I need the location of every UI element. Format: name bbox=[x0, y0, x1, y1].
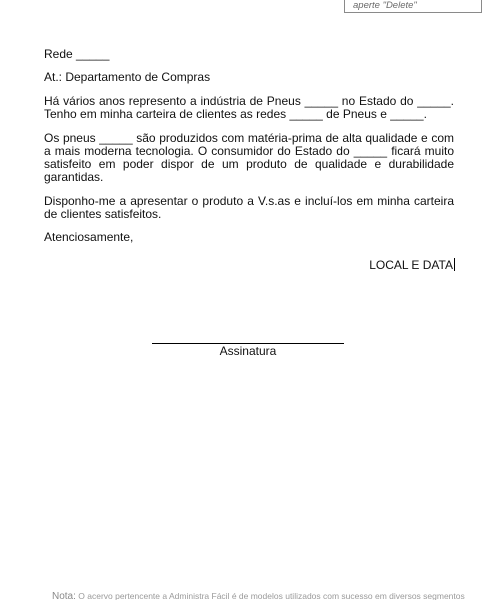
local-date-text: LOCAL E DATA bbox=[369, 258, 453, 272]
letter-paragraph-2: Os pneus _____ são produzidos com matéria-prima de alta qualidade e com a mais moderna tecnologia. O consumidor do Estado do _____ ficará muito satisfeito em poder dispor de um produto de qualidade e durabilidade garantidas. bbox=[44, 131, 454, 184]
hint-text: aperte "Delete" bbox=[353, 0, 417, 11]
footnote-text: O acervo pertencente a Administra Fácil é de modelos utilizados com sucesso em diversos segmentos bbox=[78, 591, 465, 600]
letter-body bbox=[44, 48, 454, 244]
footnote bbox=[52, 591, 465, 600]
local-date-field[interactable] bbox=[369, 258, 455, 272]
letter-closing: Atenciosamente, bbox=[44, 230, 134, 244]
hint-box bbox=[344, 0, 482, 13]
letter-attention: At.: Departamento de Compras bbox=[44, 70, 211, 84]
letter-greeting: Rede _____ bbox=[44, 47, 110, 61]
footnote-label: Nota: bbox=[52, 591, 76, 600]
letter-paragraph-3: Disponho-me a apresentar o produto a V.s.as e incluí-los em minha carteira de clientes satisfeitos. bbox=[44, 194, 454, 221]
signature-label: Assinatura bbox=[219, 344, 277, 358]
text-cursor bbox=[454, 258, 455, 271]
letter-paragraph-1: Há vários anos represento a indústria de Pneus _____ no Estado do _____. Tenho em minha carteira de clientes as redes _____ de Pneus e _____. bbox=[44, 94, 454, 121]
